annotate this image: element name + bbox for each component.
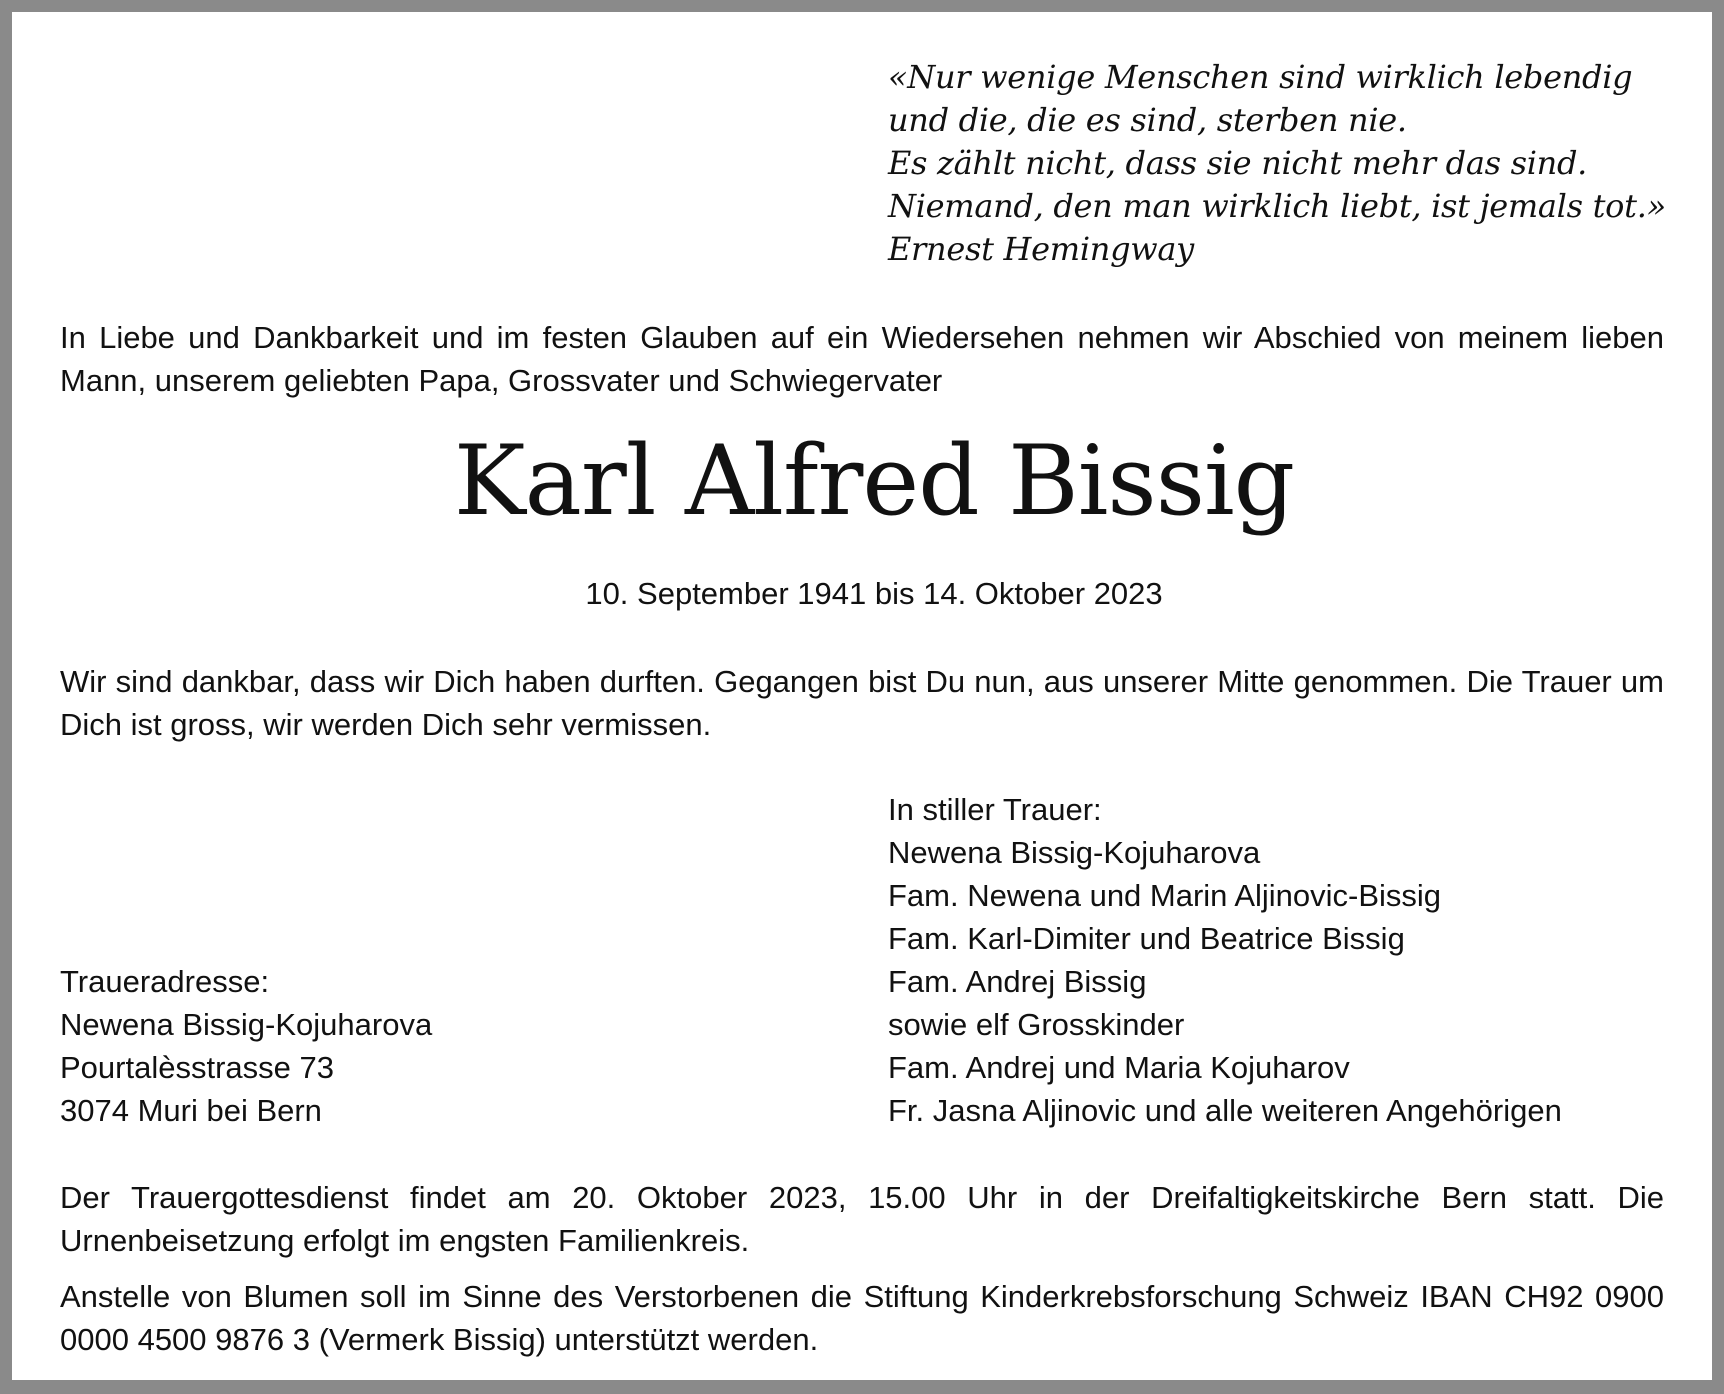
mourner-entry: Fam. Andrej Bissig [888,964,1147,999]
mourner-entry: sowie elf Grosskinder [888,1007,1185,1042]
intro-paragraph: In Liebe und Dankbarkeit und im festen Glauben auf ein Wiedersehen nehmen wir Abschied von meinem lieben Mann, unserem geliebten Papa, Grossvater und Schwiegervater [60,320,1664,398]
mourner-entry: Fam. Andrej und Maria Kojuharov [888,1050,1350,1085]
mourning-address [60,960,432,1132]
life-dates: 10. September 1941 bis 14. Oktober 2023 [585,576,1163,611]
deceased-name: Karl Alfred Bissig [453,425,1295,537]
address-heading: Traueradresse: [60,964,270,999]
gratitude-paragraph: Wir sind dankbar, dass wir Dich haben durften. Gegangen bist Du nun, aus unserer Mitte genommen. Die Trauer um Dich ist gross, wir werden Dich sehr vermissen. [60,664,1664,742]
mourner-entry: Fr. Jasna Aljinovic und alle weiteren Angehörigen [888,1093,1562,1128]
quote-line: Es zählt nicht, dass sie nicht mehr das sind. [888,144,1588,182]
obituary-notice [12,12,1712,1380]
quote-line: und die, die es sind, sterben nie. [888,101,1407,139]
mourner-entry: Fam. Newena und Marin Aljinovic-Bissig [888,878,1442,913]
address-name: Newena Bissig-Kojuharova [60,1007,433,1042]
service-paragraph: Der Trauergottesdienst findet am 20. Oktober 2023, 15.00 Uhr in der Dreifaltigkeitskirche Bern statt. Die Urnenbeisetzung erfolgt im engsten Familienkreis. [60,1180,1664,1258]
quote-author: Ernest Hemingway [888,230,1194,268]
quote-line: Niemand, den man wirklich liebt, ist jemals tot.» [888,187,1666,225]
mourner-entry: Fam. Karl-Dimiter und Beatrice Bissig [888,921,1405,956]
mourner-entry: Newena Bissig-Kojuharova [888,835,1261,870]
epigraph-quote [888,56,1666,271]
mourners-heading: In stiller Trauer: [888,792,1102,827]
address-city: 3074 Muri bei Bern [60,1093,322,1128]
address-street: Pourtalèsstrasse 73 [60,1050,334,1085]
quote-line: «Nur wenige Menschen sind wirklich lebendig [888,58,1633,96]
mourners-list [888,788,1562,1132]
donation-paragraph: Anstelle von Blumen soll im Sinne des Verstorbenen die Stiftung Kinderkrebsforschung Schweiz IBAN CH92 0900 0000 4500 9876 3 (Vermerk Bissig) unterstützt werden. [60,1279,1664,1357]
